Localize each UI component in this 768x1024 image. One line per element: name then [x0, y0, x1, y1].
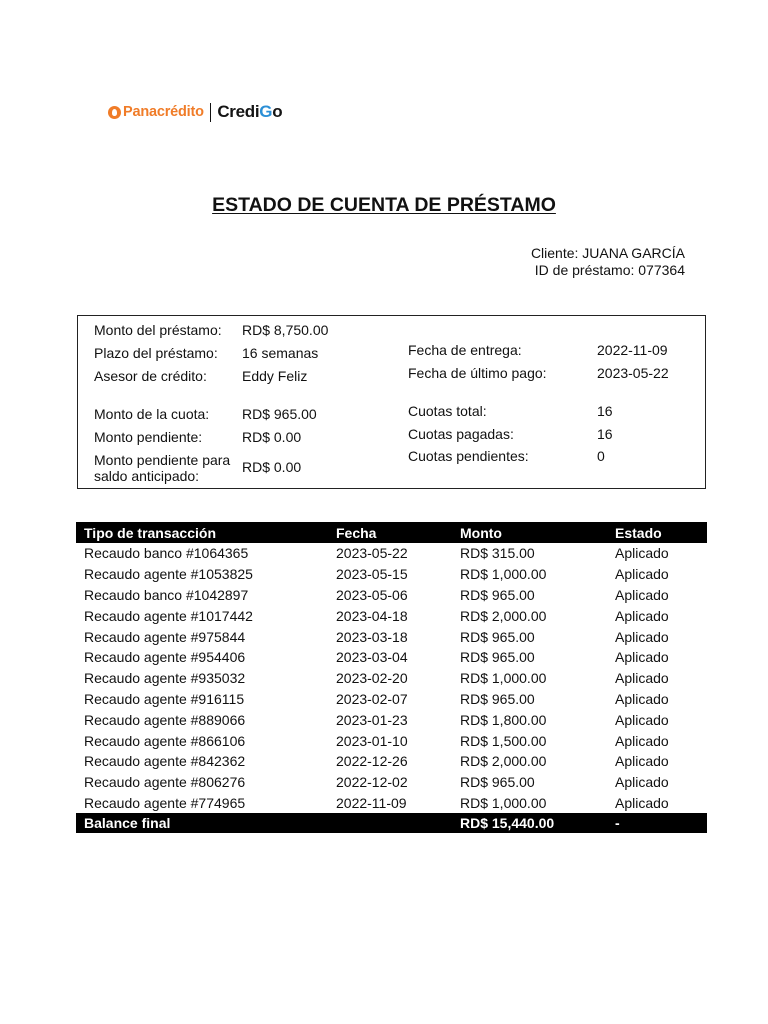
last-payment-date-label: Fecha de último pago: — [408, 365, 547, 381]
transaction-type-cell: Recaudo agente #916115 — [84, 690, 245, 707]
table-row — [76, 730, 707, 751]
logo-divider — [210, 103, 212, 122]
panacredito-logo-text: Panacrédito — [123, 104, 204, 120]
transaction-type-cell: Recaudo agente #774965 — [84, 794, 246, 811]
amount-cell: RD$ 315.00 — [460, 545, 535, 562]
status-cell: Aplicado — [615, 545, 669, 562]
table-row — [76, 564, 707, 585]
amount-cell: RD$ 2,000.00 — [460, 753, 547, 770]
amount-cell: RD$ 965.00 — [460, 774, 535, 791]
brand-logo — [108, 100, 282, 124]
status-cell: Aplicado — [615, 794, 669, 811]
amount-cell: RD$ 965.00 — [460, 628, 535, 645]
balance-final-status: - — [607, 813, 707, 833]
table-row — [76, 751, 707, 772]
date-cell: 2023-05-15 — [336, 566, 408, 583]
status-cell: Aplicado — [615, 586, 669, 603]
balance-final-date — [328, 813, 452, 833]
client-name: Cliente: JUANA GARCÍA — [530, 245, 685, 261]
table-row — [76, 772, 707, 793]
pending-installments-label: Cuotas pendientes: — [408, 448, 529, 464]
client-info — [531, 245, 685, 279]
status-cell: Aplicado — [615, 732, 669, 749]
paid-installments-label: Cuotas pagadas: — [408, 426, 514, 442]
status-cell: Aplicado — [615, 607, 669, 624]
date-cell: 2022-11-09 — [336, 794, 407, 811]
panacredito-logo-icon — [108, 106, 121, 119]
table-row — [76, 626, 707, 647]
amount-cell: RD$ 965.00 — [460, 586, 535, 603]
amount-cell: RD$ 1,000.00 — [460, 794, 547, 811]
last-payment-date-value: 2023-05-22 — [597, 365, 669, 381]
pending-installments-value: 0 — [597, 448, 605, 464]
status-cell: Aplicado — [615, 711, 669, 728]
date-cell: 2023-02-20 — [336, 670, 408, 687]
installment-amount-value: RD$ 965.00 — [242, 406, 317, 422]
transaction-type-cell: Recaudo agente #1017442 — [84, 607, 253, 624]
date-cell: 2022-12-26 — [336, 753, 408, 770]
table-row — [76, 585, 707, 606]
table-row — [76, 709, 707, 730]
page-title: ESTADO DE CUENTA DE PRÉSTAMO — [212, 194, 556, 216]
amount-cell: RD$ 1,500.00 — [460, 732, 547, 749]
delivery-date-value: 2022-11-09 — [597, 342, 668, 358]
balance-final-label: Balance final — [76, 813, 328, 833]
date-cell: 2023-05-22 — [336, 545, 408, 562]
table-row — [76, 543, 707, 564]
table-header-row — [76, 522, 707, 543]
credigo-logo-text: CrediGo — [217, 102, 283, 121]
table-row — [76, 689, 707, 710]
date-cell: 2022-12-02 — [336, 774, 408, 791]
date-cell: 2023-04-18 — [336, 607, 408, 624]
table-row — [76, 793, 707, 814]
credit-advisor-label: Asesor de crédito: — [94, 368, 207, 384]
header-amount: Monto — [452, 522, 607, 543]
balance-final-amount: RD$ 15,440.00 — [452, 813, 607, 833]
early-payoff-label-line1: Monto pendiente para — [94, 452, 231, 468]
loan-term-label: Plazo del préstamo: — [94, 345, 218, 361]
paid-installments-value: 16 — [597, 426, 613, 442]
date-cell: 2023-05-06 — [336, 586, 408, 603]
transaction-type-cell: Recaudo agente #806276 — [84, 774, 246, 791]
table-row — [76, 647, 707, 668]
amount-cell: RD$ 965.00 — [460, 690, 535, 707]
loan-term-value: 16 semanas — [242, 345, 319, 361]
table-row — [76, 668, 707, 689]
status-cell: Aplicado — [615, 670, 669, 687]
amount-cell: RD$ 1,800.00 — [460, 711, 547, 728]
status-cell: Aplicado — [615, 774, 669, 791]
transaction-type-cell: Recaudo banco #1042897 — [84, 586, 249, 603]
header-transaction-type: Tipo de transacción — [76, 522, 328, 543]
date-cell: 2023-01-23 — [336, 711, 408, 728]
transaction-type-cell: Recaudo agente #954406 — [84, 649, 246, 666]
amount-cell: RD$ 965.00 — [460, 649, 535, 666]
pending-amount-value: RD$ 0.00 — [242, 429, 302, 445]
total-installments-value: 16 — [597, 403, 613, 419]
loan-amount-label: Monto del préstamo: — [94, 322, 222, 338]
transaction-type-cell: Recaudo agente #1053825 — [84, 566, 253, 583]
header-date: Fecha — [328, 522, 452, 543]
pending-amount-label: Monto pendiente: — [94, 429, 203, 445]
early-payoff-value: RD$ 0.00 — [242, 459, 302, 475]
date-cell: 2023-02-07 — [336, 690, 408, 707]
balance-final-row — [76, 813, 707, 833]
loan-id: ID de préstamo: 077364 — [534, 262, 685, 278]
transaction-type-cell: Recaudo agente #935032 — [84, 670, 246, 687]
table-row — [76, 605, 707, 626]
status-cell: Aplicado — [615, 753, 669, 770]
transaction-type-cell: Recaudo banco #1064365 — [84, 545, 249, 562]
date-cell: 2023-01-10 — [336, 732, 408, 749]
status-cell: Aplicado — [615, 566, 669, 583]
header-status: Estado — [607, 522, 707, 543]
installment-amount-label: Monto de la cuota: — [94, 406, 210, 422]
credit-advisor-value: Eddy Feliz — [242, 368, 308, 384]
transaction-type-cell: Recaudo agente #842362 — [84, 753, 246, 770]
date-cell: 2023-03-18 — [336, 628, 408, 645]
delivery-date-label: Fecha de entrega: — [408, 342, 522, 358]
amount-cell: RD$ 2,000.00 — [460, 607, 547, 624]
loan-amount-value: RD$ 8,750.00 — [242, 322, 329, 338]
transaction-type-cell: Recaudo agente #975844 — [84, 628, 246, 645]
total-installments-label: Cuotas total: — [408, 403, 487, 419]
date-cell: 2023-03-04 — [336, 649, 408, 666]
early-payoff-label-line2: saldo anticipado: — [94, 468, 200, 484]
transactions-table — [76, 522, 707, 833]
transaction-type-cell: Recaudo agente #866106 — [84, 732, 246, 749]
status-cell: Aplicado — [615, 628, 669, 645]
amount-cell: RD$ 1,000.00 — [460, 566, 547, 583]
loan-summary-box — [77, 315, 706, 489]
transaction-type-cell: Recaudo agente #889066 — [84, 711, 246, 728]
status-cell: Aplicado — [615, 690, 669, 707]
status-cell: Aplicado — [615, 649, 669, 666]
amount-cell: RD$ 1,000.00 — [460, 670, 547, 687]
